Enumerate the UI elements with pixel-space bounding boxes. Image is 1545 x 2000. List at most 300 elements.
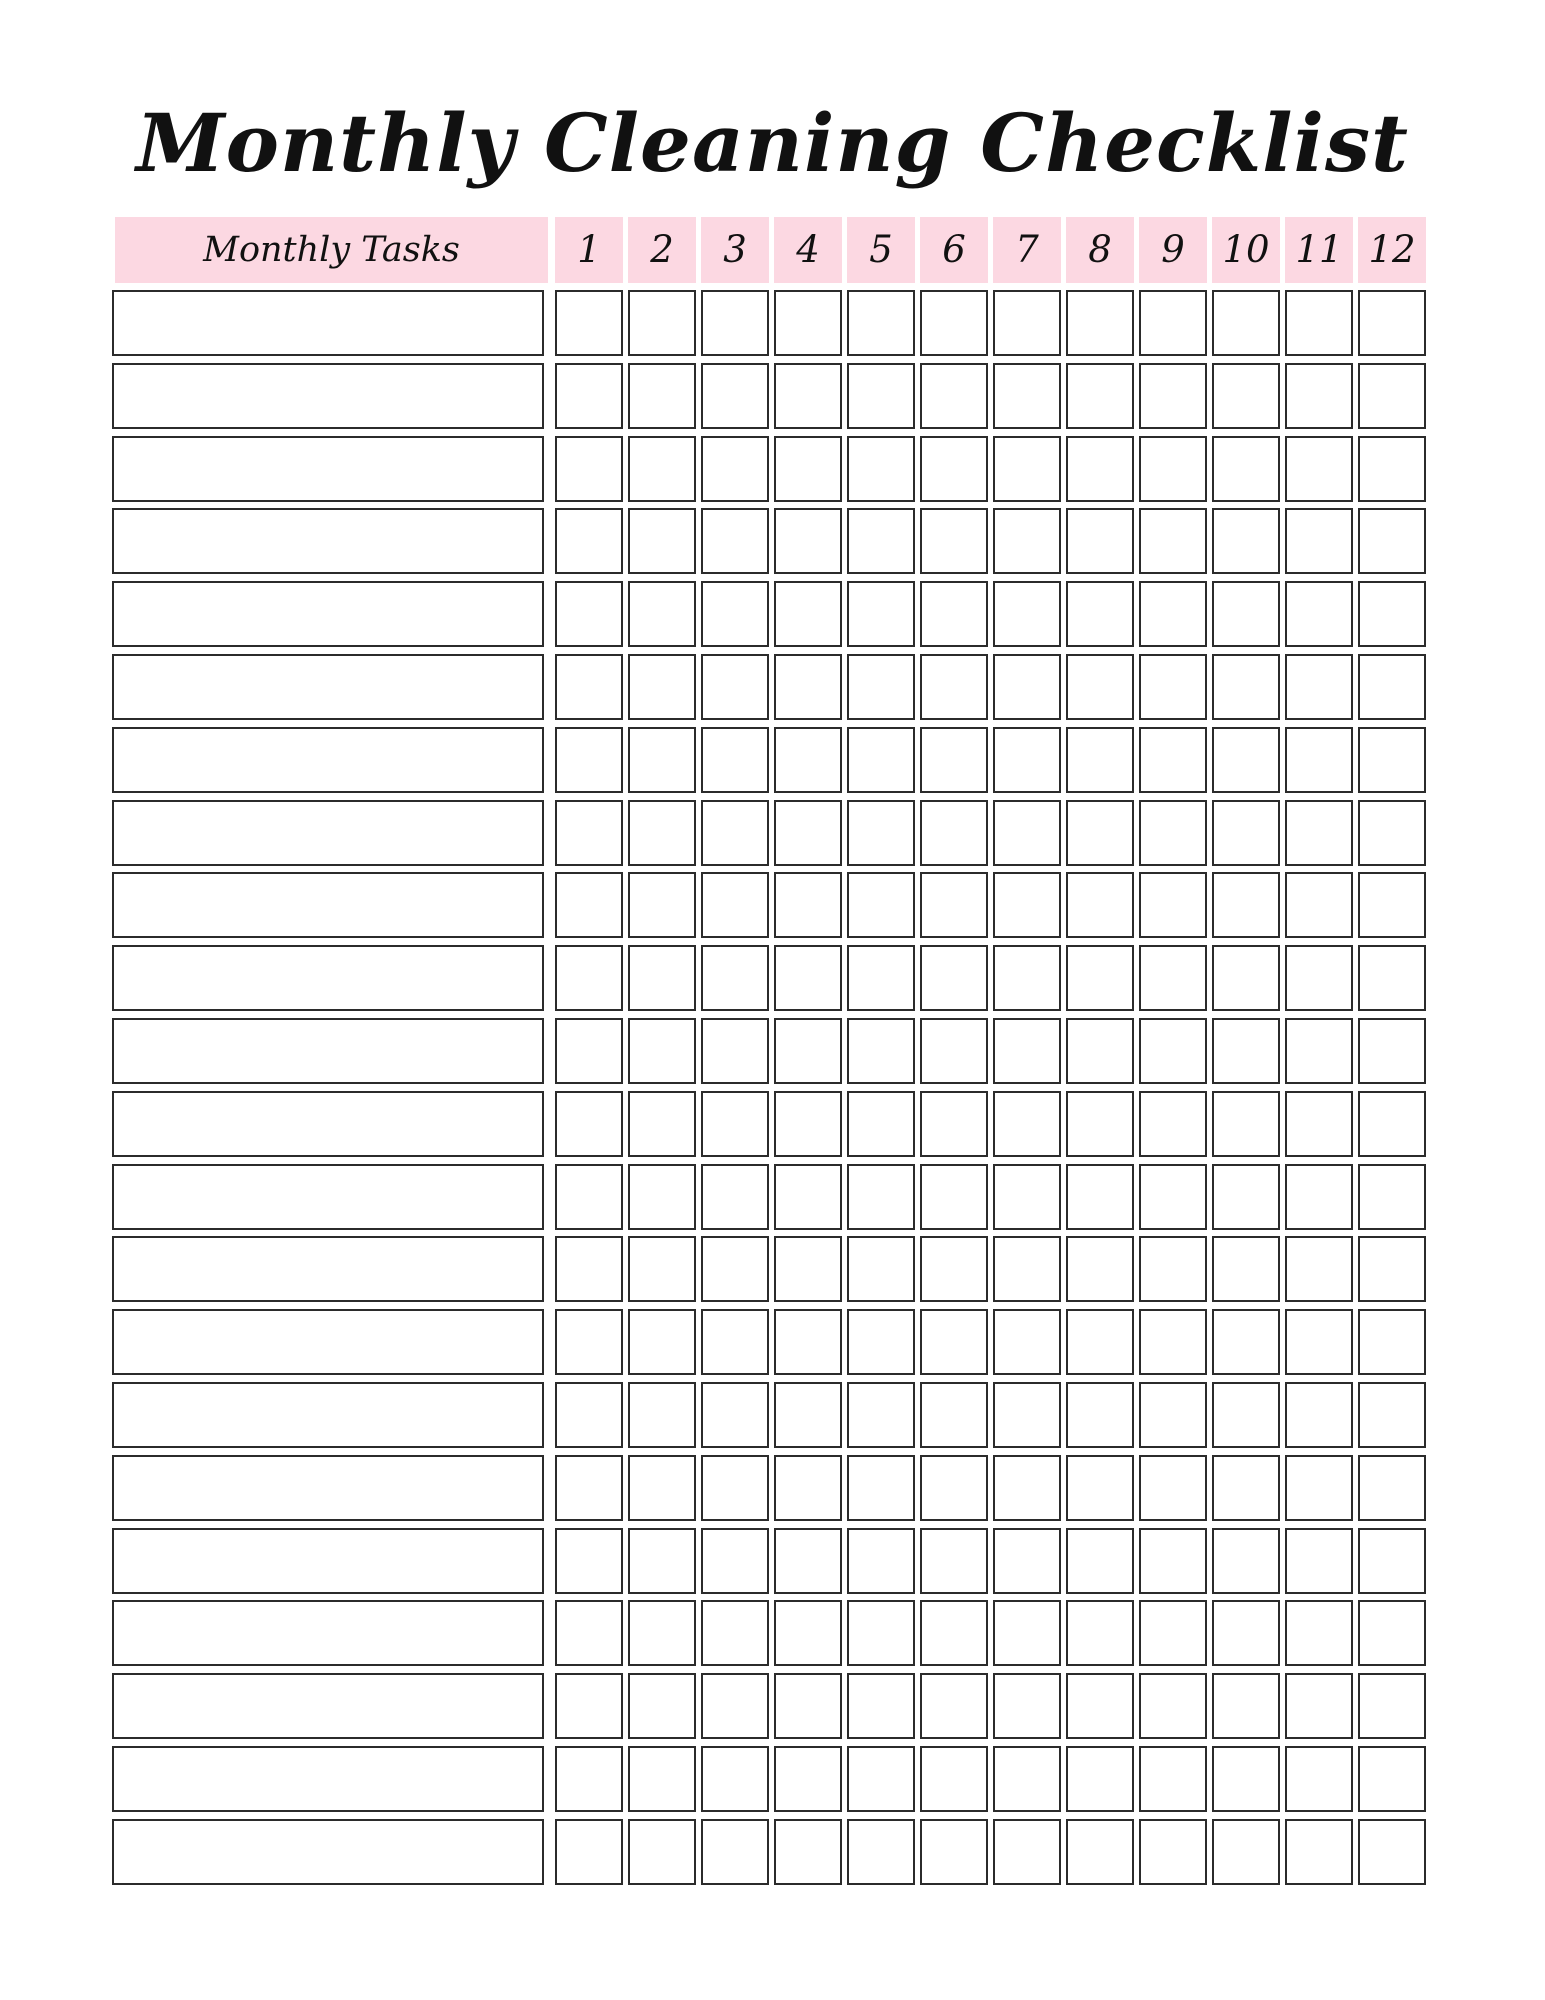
month-2-checkbox[interactable] xyxy=(628,727,696,793)
task-input-box[interactable] xyxy=(112,581,544,647)
month-12-checkbox[interactable] xyxy=(1358,1673,1426,1739)
month-4-checkbox[interactable] xyxy=(774,581,842,647)
task-input-box[interactable] xyxy=(112,1018,544,1084)
task-input-box[interactable] xyxy=(112,363,544,429)
month-6-checkbox[interactable] xyxy=(920,1528,988,1594)
month-5-checkbox[interactable] xyxy=(847,363,915,429)
month-9-checkbox[interactable] xyxy=(1139,1091,1207,1157)
month-6-checkbox[interactable] xyxy=(920,1382,988,1448)
month-4-checkbox[interactable] xyxy=(774,800,842,866)
month-10-checkbox[interactable] xyxy=(1212,1746,1280,1812)
month-12-checkbox[interactable] xyxy=(1358,290,1426,356)
month-8-checkbox[interactable] xyxy=(1066,1819,1134,1885)
month-7-checkbox[interactable] xyxy=(993,1018,1061,1084)
month-2-checkbox[interactable] xyxy=(628,800,696,866)
month-8-checkbox[interactable] xyxy=(1066,1018,1134,1084)
month-5-checkbox[interactable] xyxy=(847,1018,915,1084)
month-1-checkbox[interactable] xyxy=(555,1673,623,1739)
month-8-checkbox[interactable] xyxy=(1066,1673,1134,1739)
month-9-checkbox[interactable] xyxy=(1139,290,1207,356)
month-5-checkbox[interactable] xyxy=(847,1382,915,1448)
month-4-checkbox[interactable] xyxy=(774,1091,842,1157)
month-3-checkbox[interactable] xyxy=(701,872,769,938)
month-11-checkbox[interactable] xyxy=(1285,1164,1353,1230)
month-8-checkbox[interactable] xyxy=(1066,1528,1134,1594)
month-7-checkbox[interactable] xyxy=(993,654,1061,720)
month-3-checkbox[interactable] xyxy=(701,363,769,429)
month-9-checkbox[interactable] xyxy=(1139,945,1207,1011)
month-12-checkbox[interactable] xyxy=(1358,800,1426,866)
month-4-checkbox[interactable] xyxy=(774,727,842,793)
month-9-checkbox[interactable] xyxy=(1139,1164,1207,1230)
task-input-box[interactable] xyxy=(112,1236,544,1302)
month-4-checkbox[interactable] xyxy=(774,1673,842,1739)
month-9-checkbox[interactable] xyxy=(1139,508,1207,574)
month-7-checkbox[interactable] xyxy=(993,1091,1061,1157)
month-12-checkbox[interactable] xyxy=(1358,581,1426,647)
month-3-checkbox[interactable] xyxy=(701,508,769,574)
month-2-checkbox[interactable] xyxy=(628,945,696,1011)
month-6-checkbox[interactable] xyxy=(920,1091,988,1157)
month-9-checkbox[interactable] xyxy=(1139,1236,1207,1302)
month-11-checkbox[interactable] xyxy=(1285,1455,1353,1521)
month-8-checkbox[interactable] xyxy=(1066,363,1134,429)
month-3-checkbox[interactable] xyxy=(701,1600,769,1666)
month-10-checkbox[interactable] xyxy=(1212,1455,1280,1521)
month-8-checkbox[interactable] xyxy=(1066,290,1134,356)
month-9-checkbox[interactable] xyxy=(1139,1018,1207,1084)
month-9-checkbox[interactable] xyxy=(1139,1600,1207,1666)
month-4-checkbox[interactable] xyxy=(774,872,842,938)
month-1-checkbox[interactable] xyxy=(555,1819,623,1885)
month-10-checkbox[interactable] xyxy=(1212,872,1280,938)
month-3-checkbox[interactable] xyxy=(701,1746,769,1812)
month-4-checkbox[interactable] xyxy=(774,654,842,720)
month-11-checkbox[interactable] xyxy=(1285,1309,1353,1375)
month-7-checkbox[interactable] xyxy=(993,508,1061,574)
month-7-checkbox[interactable] xyxy=(993,1455,1061,1521)
month-header-6: 6 xyxy=(920,217,988,283)
month-9-checkbox[interactable] xyxy=(1139,581,1207,647)
month-4-checkbox[interactable] xyxy=(774,1528,842,1594)
month-8-checkbox[interactable] xyxy=(1066,1091,1134,1157)
month-10-checkbox[interactable] xyxy=(1212,581,1280,647)
month-12-checkbox[interactable] xyxy=(1358,1528,1426,1594)
month-6-checkbox[interactable] xyxy=(920,800,988,866)
month-5-checkbox[interactable] xyxy=(847,1091,915,1157)
month-6-checkbox[interactable] xyxy=(920,654,988,720)
month-6-checkbox[interactable] xyxy=(920,290,988,356)
month-8-checkbox[interactable] xyxy=(1066,654,1134,720)
month-12-checkbox[interactable] xyxy=(1358,1455,1426,1521)
month-2-checkbox[interactable] xyxy=(628,581,696,647)
month-9-checkbox[interactable] xyxy=(1139,436,1207,502)
month-1-checkbox[interactable] xyxy=(555,581,623,647)
month-11-checkbox[interactable] xyxy=(1285,1091,1353,1157)
month-5-checkbox[interactable] xyxy=(847,727,915,793)
month-6-checkbox[interactable] xyxy=(920,1018,988,1084)
month-4-checkbox[interactable] xyxy=(774,1309,842,1375)
month-11-checkbox[interactable] xyxy=(1285,1600,1353,1666)
month-1-checkbox[interactable] xyxy=(555,654,623,720)
month-12-checkbox[interactable] xyxy=(1358,363,1426,429)
month-10-checkbox[interactable] xyxy=(1212,1164,1280,1230)
task-input-box[interactable] xyxy=(112,1673,544,1739)
month-2-checkbox[interactable] xyxy=(628,872,696,938)
task-input-box[interactable] xyxy=(112,1746,544,1812)
month-7-checkbox[interactable] xyxy=(993,1236,1061,1302)
month-2-checkbox[interactable] xyxy=(628,1018,696,1084)
month-11-checkbox[interactable] xyxy=(1285,800,1353,866)
month-7-checkbox[interactable] xyxy=(993,1309,1061,1375)
month-8-checkbox[interactable] xyxy=(1066,581,1134,647)
month-1-checkbox[interactable] xyxy=(555,1091,623,1157)
month-3-checkbox[interactable] xyxy=(701,1018,769,1084)
month-8-checkbox[interactable] xyxy=(1066,508,1134,574)
month-9-checkbox[interactable] xyxy=(1139,1673,1207,1739)
month-6-checkbox[interactable] xyxy=(920,1673,988,1739)
month-11-checkbox[interactable] xyxy=(1285,436,1353,502)
month-12-checkbox[interactable] xyxy=(1358,727,1426,793)
month-8-checkbox[interactable] xyxy=(1066,800,1134,866)
month-header-5: 5 xyxy=(847,217,915,283)
month-11-checkbox[interactable] xyxy=(1285,1236,1353,1302)
month-3-checkbox[interactable] xyxy=(701,581,769,647)
month-7-checkbox[interactable] xyxy=(993,945,1061,1011)
month-11-checkbox[interactable] xyxy=(1285,1819,1353,1885)
month-12-checkbox[interactable] xyxy=(1358,1091,1426,1157)
month-12-checkbox[interactable] xyxy=(1358,436,1426,502)
month-10-checkbox[interactable] xyxy=(1212,800,1280,866)
month-10-checkbox[interactable] xyxy=(1212,436,1280,502)
month-6-checkbox[interactable] xyxy=(920,945,988,1011)
monthly-tasks-header: Monthly Tasks xyxy=(115,217,548,283)
month-4-checkbox[interactable] xyxy=(774,1018,842,1084)
month-12-checkbox[interactable] xyxy=(1358,1746,1426,1812)
month-5-checkbox[interactable] xyxy=(847,581,915,647)
month-10-checkbox[interactable] xyxy=(1212,945,1280,1011)
month-8-checkbox[interactable] xyxy=(1066,1382,1134,1448)
month-3-checkbox[interactable] xyxy=(701,727,769,793)
month-1-checkbox[interactable] xyxy=(555,1018,623,1084)
month-10-checkbox[interactable] xyxy=(1212,1819,1280,1885)
month-2-checkbox[interactable] xyxy=(628,1673,696,1739)
month-1-checkbox[interactable] xyxy=(555,800,623,866)
month-7-checkbox[interactable] xyxy=(993,1600,1061,1666)
month-12-checkbox[interactable] xyxy=(1358,945,1426,1011)
month-8-checkbox[interactable] xyxy=(1066,1746,1134,1812)
month-10-checkbox[interactable] xyxy=(1212,1528,1280,1594)
task-input-box[interactable] xyxy=(112,945,544,1011)
month-1-checkbox[interactable] xyxy=(555,1528,623,1594)
month-5-checkbox[interactable] xyxy=(847,872,915,938)
month-4-checkbox[interactable] xyxy=(774,1819,842,1885)
month-7-checkbox[interactable] xyxy=(993,727,1061,793)
month-7-checkbox[interactable] xyxy=(993,1528,1061,1594)
month-4-checkbox[interactable] xyxy=(774,1382,842,1448)
month-10-checkbox[interactable] xyxy=(1212,363,1280,429)
month-6-checkbox[interactable] xyxy=(920,1600,988,1666)
month-11-checkbox[interactable] xyxy=(1285,1382,1353,1448)
month-9-checkbox[interactable] xyxy=(1139,727,1207,793)
month-2-checkbox[interactable] xyxy=(628,436,696,502)
month-4-checkbox[interactable] xyxy=(774,1455,842,1521)
task-input-box[interactable] xyxy=(112,1309,544,1375)
month-10-checkbox[interactable] xyxy=(1212,1091,1280,1157)
month-1-checkbox[interactable] xyxy=(555,436,623,502)
month-10-checkbox[interactable] xyxy=(1212,727,1280,793)
month-3-checkbox[interactable] xyxy=(701,1528,769,1594)
month-5-checkbox[interactable] xyxy=(847,290,915,356)
month-8-checkbox[interactable] xyxy=(1066,1309,1134,1375)
month-10-checkbox[interactable] xyxy=(1212,1236,1280,1302)
task-input-box[interactable] xyxy=(112,1091,544,1157)
month-8-checkbox[interactable] xyxy=(1066,1455,1134,1521)
task-input-box[interactable] xyxy=(112,1600,544,1666)
month-6-checkbox[interactable] xyxy=(920,1455,988,1521)
month-7-checkbox[interactable] xyxy=(993,290,1061,356)
month-6-checkbox[interactable] xyxy=(920,508,988,574)
task-input-box[interactable] xyxy=(112,1382,544,1448)
month-4-checkbox[interactable] xyxy=(774,1746,842,1812)
month-9-checkbox[interactable] xyxy=(1139,800,1207,866)
month-9-checkbox[interactable] xyxy=(1139,1309,1207,1375)
page-title: Monthly Cleaning Checklist xyxy=(136,96,1409,190)
month-4-checkbox[interactable] xyxy=(774,945,842,1011)
month-5-checkbox[interactable] xyxy=(847,1309,915,1375)
month-2-checkbox[interactable] xyxy=(628,1091,696,1157)
month-1-checkbox[interactable] xyxy=(555,872,623,938)
month-7-checkbox[interactable] xyxy=(993,1382,1061,1448)
month-1-checkbox[interactable] xyxy=(555,1309,623,1375)
month-7-checkbox[interactable] xyxy=(993,1746,1061,1812)
month-5-checkbox[interactable] xyxy=(847,1746,915,1812)
month-9-checkbox[interactable] xyxy=(1139,1528,1207,1594)
task-input-box[interactable] xyxy=(112,727,544,793)
month-2-checkbox[interactable] xyxy=(628,654,696,720)
month-12-checkbox[interactable] xyxy=(1358,1600,1426,1666)
month-4-checkbox[interactable] xyxy=(774,1236,842,1302)
month-3-checkbox[interactable] xyxy=(701,1382,769,1448)
month-11-checkbox[interactable] xyxy=(1285,290,1353,356)
month-6-checkbox[interactable] xyxy=(920,1236,988,1302)
month-2-checkbox[interactable] xyxy=(628,290,696,356)
month-10-checkbox[interactable] xyxy=(1212,1382,1280,1448)
month-9-checkbox[interactable] xyxy=(1139,1819,1207,1885)
month-9-checkbox[interactable] xyxy=(1139,363,1207,429)
month-5-checkbox[interactable] xyxy=(847,1528,915,1594)
month-11-checkbox[interactable] xyxy=(1285,727,1353,793)
month-12-checkbox[interactable] xyxy=(1358,1018,1426,1084)
month-2-checkbox[interactable] xyxy=(628,1236,696,1302)
month-7-checkbox[interactable] xyxy=(993,363,1061,429)
month-10-checkbox[interactable] xyxy=(1212,654,1280,720)
month-10-checkbox[interactable] xyxy=(1212,1018,1280,1084)
month-7-checkbox[interactable] xyxy=(993,872,1061,938)
month-11-checkbox[interactable] xyxy=(1285,872,1353,938)
month-header-2: 2 xyxy=(628,217,696,283)
month-8-checkbox[interactable] xyxy=(1066,1164,1134,1230)
task-input-box[interactable] xyxy=(112,654,544,720)
month-3-checkbox[interactable] xyxy=(701,1091,769,1157)
month-6-checkbox[interactable] xyxy=(920,1819,988,1885)
month-1-checkbox[interactable] xyxy=(555,1382,623,1448)
month-11-checkbox[interactable] xyxy=(1285,654,1353,720)
task-input-box[interactable] xyxy=(112,1164,544,1230)
month-11-checkbox[interactable] xyxy=(1285,581,1353,647)
month-1-checkbox[interactable] xyxy=(555,1600,623,1666)
month-2-checkbox[interactable] xyxy=(628,1746,696,1812)
month-1-checkbox[interactable] xyxy=(555,1236,623,1302)
month-1-checkbox[interactable] xyxy=(555,363,623,429)
month-header-12: 12 xyxy=(1358,217,1426,283)
month-5-checkbox[interactable] xyxy=(847,1819,915,1885)
month-6-checkbox[interactable] xyxy=(920,727,988,793)
month-5-checkbox[interactable] xyxy=(847,1673,915,1739)
month-6-checkbox[interactable] xyxy=(920,436,988,502)
month-8-checkbox[interactable] xyxy=(1066,727,1134,793)
month-6-checkbox[interactable] xyxy=(920,1746,988,1812)
month-4-checkbox[interactable] xyxy=(774,290,842,356)
month-1-checkbox[interactable] xyxy=(555,1164,623,1230)
month-6-checkbox[interactable] xyxy=(920,363,988,429)
month-6-checkbox[interactable] xyxy=(920,872,988,938)
month-7-checkbox[interactable] xyxy=(993,1164,1061,1230)
month-11-checkbox[interactable] xyxy=(1285,363,1353,429)
month-10-checkbox[interactable] xyxy=(1212,1673,1280,1739)
task-input-box[interactable] xyxy=(112,436,544,502)
month-3-checkbox[interactable] xyxy=(701,800,769,866)
month-1-checkbox[interactable] xyxy=(555,945,623,1011)
month-header-3: 3 xyxy=(701,217,769,283)
month-9-checkbox[interactable] xyxy=(1139,1382,1207,1448)
month-8-checkbox[interactable] xyxy=(1066,1600,1134,1666)
month-12-checkbox[interactable] xyxy=(1358,1236,1426,1302)
month-1-checkbox[interactable] xyxy=(555,290,623,356)
month-2-checkbox[interactable] xyxy=(628,1382,696,1448)
month-12-checkbox[interactable] xyxy=(1358,1819,1426,1885)
month-header-11: 11 xyxy=(1285,217,1353,283)
month-5-checkbox[interactable] xyxy=(847,1164,915,1230)
month-2-checkbox[interactable] xyxy=(628,1528,696,1594)
month-2-checkbox[interactable] xyxy=(628,363,696,429)
month-5-checkbox[interactable] xyxy=(847,654,915,720)
month-3-checkbox[interactable] xyxy=(701,945,769,1011)
month-2-checkbox[interactable] xyxy=(628,508,696,574)
month-3-checkbox[interactable] xyxy=(701,1236,769,1302)
month-12-checkbox[interactable] xyxy=(1358,1309,1426,1375)
month-2-checkbox[interactable] xyxy=(628,1819,696,1885)
month-header-8: 8 xyxy=(1066,217,1134,283)
month-10-checkbox[interactable] xyxy=(1212,508,1280,574)
month-2-checkbox[interactable] xyxy=(628,1455,696,1521)
month-4-checkbox[interactable] xyxy=(774,363,842,429)
month-12-checkbox[interactable] xyxy=(1358,1382,1426,1448)
month-6-checkbox[interactable] xyxy=(920,1309,988,1375)
month-5-checkbox[interactable] xyxy=(847,508,915,574)
month-5-checkbox[interactable] xyxy=(847,800,915,866)
month-header-10: 10 xyxy=(1212,217,1280,283)
month-header-7: 7 xyxy=(993,217,1061,283)
month-1-checkbox[interactable] xyxy=(555,727,623,793)
month-10-checkbox[interactable] xyxy=(1212,290,1280,356)
month-10-checkbox[interactable] xyxy=(1212,1600,1280,1666)
month-5-checkbox[interactable] xyxy=(847,436,915,502)
month-3-checkbox[interactable] xyxy=(701,290,769,356)
month-8-checkbox[interactable] xyxy=(1066,872,1134,938)
task-input-box[interactable] xyxy=(112,872,544,938)
month-7-checkbox[interactable] xyxy=(993,1819,1061,1885)
task-input-box[interactable] xyxy=(112,1819,544,1885)
month-12-checkbox[interactable] xyxy=(1358,872,1426,938)
month-3-checkbox[interactable] xyxy=(701,1673,769,1739)
month-1-checkbox[interactable] xyxy=(555,1746,623,1812)
month-12-checkbox[interactable] xyxy=(1358,654,1426,720)
month-5-checkbox[interactable] xyxy=(847,1455,915,1521)
month-9-checkbox[interactable] xyxy=(1139,872,1207,938)
month-8-checkbox[interactable] xyxy=(1066,1236,1134,1302)
month-6-checkbox[interactable] xyxy=(920,581,988,647)
month-3-checkbox[interactable] xyxy=(701,436,769,502)
month-4-checkbox[interactable] xyxy=(774,508,842,574)
month-header-1: 1 xyxy=(555,217,623,283)
month-1-checkbox[interactable] xyxy=(555,508,623,574)
month-10-checkbox[interactable] xyxy=(1212,1309,1280,1375)
month-5-checkbox[interactable] xyxy=(847,945,915,1011)
month-3-checkbox[interactable] xyxy=(701,1455,769,1521)
month-header-4: 4 xyxy=(774,217,842,283)
month-7-checkbox[interactable] xyxy=(993,581,1061,647)
month-5-checkbox[interactable] xyxy=(847,1236,915,1302)
month-3-checkbox[interactable] xyxy=(701,654,769,720)
month-6-checkbox[interactable] xyxy=(920,1164,988,1230)
month-2-checkbox[interactable] xyxy=(628,1164,696,1230)
month-7-checkbox[interactable] xyxy=(993,436,1061,502)
month-9-checkbox[interactable] xyxy=(1139,1455,1207,1521)
month-header-9: 9 xyxy=(1139,217,1207,283)
month-3-checkbox[interactable] xyxy=(701,1309,769,1375)
task-input-box[interactable] xyxy=(112,1455,544,1521)
month-4-checkbox[interactable] xyxy=(774,1600,842,1666)
month-4-checkbox[interactable] xyxy=(774,1164,842,1230)
task-input-box[interactable] xyxy=(112,800,544,866)
month-5-checkbox[interactable] xyxy=(847,1600,915,1666)
task-input-box[interactable] xyxy=(112,1528,544,1594)
month-9-checkbox[interactable] xyxy=(1139,654,1207,720)
month-4-checkbox[interactable] xyxy=(774,436,842,502)
month-11-checkbox[interactable] xyxy=(1285,508,1353,574)
month-7-checkbox[interactable] xyxy=(993,800,1061,866)
month-1-checkbox[interactable] xyxy=(555,1455,623,1521)
month-8-checkbox[interactable] xyxy=(1066,436,1134,502)
task-input-box[interactable] xyxy=(112,508,544,574)
month-2-checkbox[interactable] xyxy=(628,1600,696,1666)
month-3-checkbox[interactable] xyxy=(701,1819,769,1885)
month-9-checkbox[interactable] xyxy=(1139,1746,1207,1812)
month-12-checkbox[interactable] xyxy=(1358,1164,1426,1230)
month-12-checkbox[interactable] xyxy=(1358,508,1426,574)
task-input-box[interactable] xyxy=(112,290,544,356)
month-3-checkbox[interactable] xyxy=(701,1164,769,1230)
month-11-checkbox[interactable] xyxy=(1285,1673,1353,1739)
month-11-checkbox[interactable] xyxy=(1285,945,1353,1011)
month-7-checkbox[interactable] xyxy=(993,1673,1061,1739)
month-11-checkbox[interactable] xyxy=(1285,1018,1353,1084)
month-11-checkbox[interactable] xyxy=(1285,1746,1353,1812)
month-8-checkbox[interactable] xyxy=(1066,945,1134,1011)
month-2-checkbox[interactable] xyxy=(628,1309,696,1375)
month-11-checkbox[interactable] xyxy=(1285,1528,1353,1594)
